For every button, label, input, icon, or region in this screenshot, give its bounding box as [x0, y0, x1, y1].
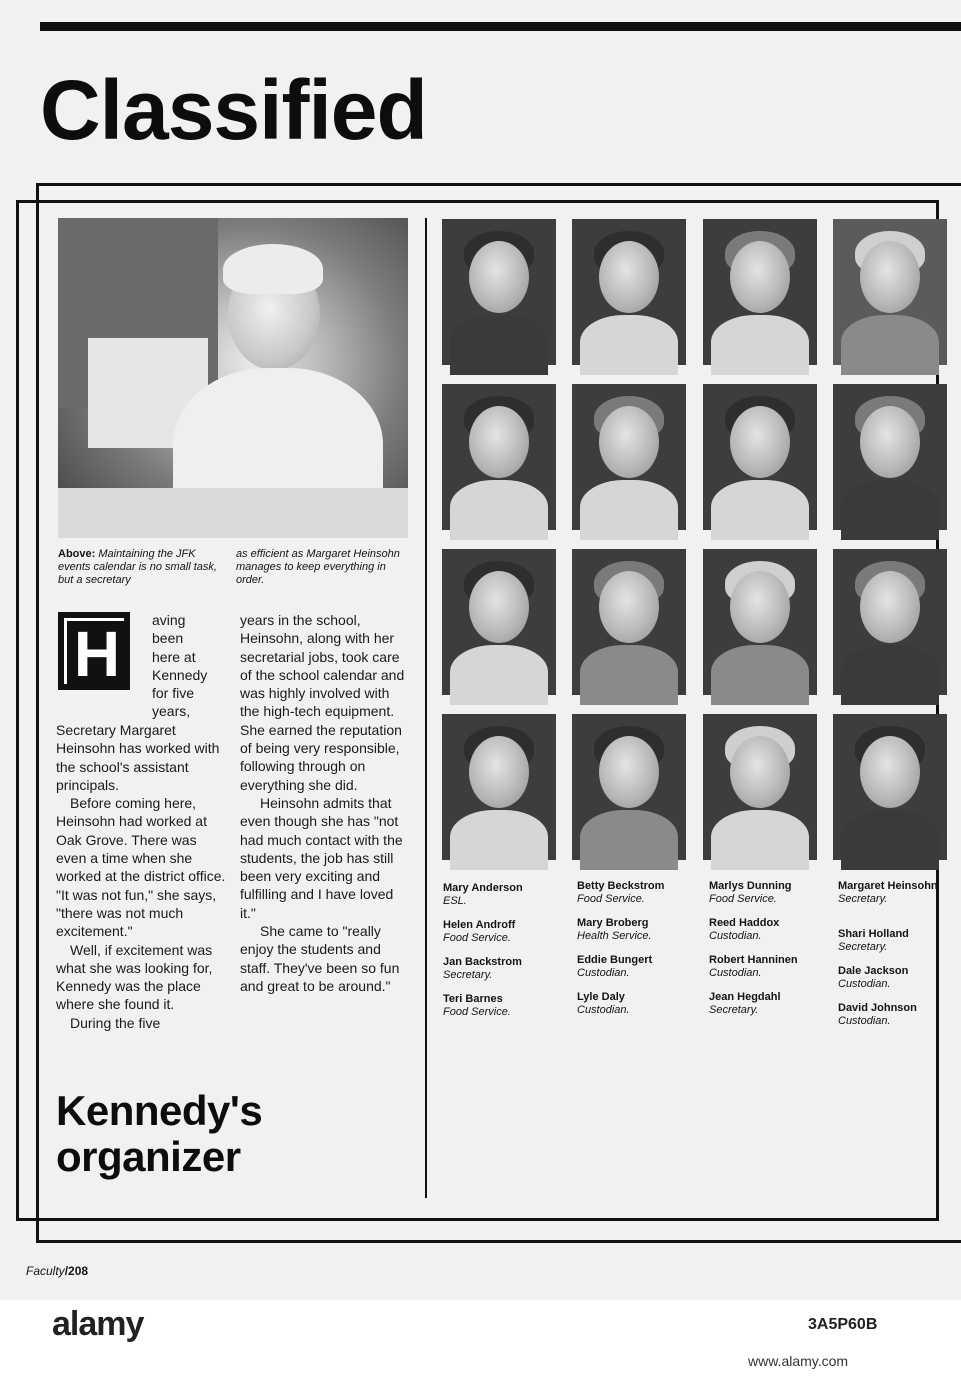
page-title: Classified [40, 63, 427, 157]
staff-name: Jan Backstrom [443, 956, 522, 968]
staff-entry [838, 965, 938, 1002]
portrait-shoulders [450, 810, 548, 870]
staff-name: Eddie Bungert [577, 954, 653, 966]
portrait-face [860, 736, 920, 808]
staff-role: Custodian. [577, 1003, 630, 1016]
staff-portrait [833, 384, 947, 530]
frame-inner-left [16, 200, 19, 1220]
staff-name: Margaret Heinsohn [838, 880, 938, 892]
staff-portrait [703, 714, 817, 860]
staff-name: Shari Holland [838, 928, 909, 940]
staff-portrait [572, 219, 686, 365]
staff-role: Food Service. [443, 1005, 511, 1018]
staff-portrait [703, 219, 817, 365]
portrait-face [730, 571, 790, 643]
portrait-shoulders [841, 480, 939, 540]
portrait-face [599, 406, 659, 478]
staff-role: Custodian. [709, 929, 762, 942]
story-intro [152, 611, 232, 721]
staff-name: Reed Haddox [709, 917, 780, 929]
intro-line: years, [152, 703, 191, 720]
staff-portrait [833, 714, 947, 860]
portrait-shoulders [450, 645, 548, 705]
staff-portrait [442, 219, 556, 365]
intro-line: aving [152, 612, 186, 628]
frame-inner-top [16, 200, 938, 203]
staff-entry [838, 928, 938, 965]
feature-photo [58, 218, 408, 538]
staff-entry [709, 880, 834, 917]
staff-entry [709, 954, 834, 991]
top-rule [40, 22, 961, 31]
staff-name: Lyle Daly [577, 991, 625, 1003]
portrait-face [860, 241, 920, 313]
portrait-face [599, 571, 659, 643]
staff-portrait [442, 714, 556, 860]
frame-outer-bottom [36, 1240, 961, 1243]
page-footer [26, 1264, 88, 1278]
staff-role: Secretary. [838, 940, 888, 953]
staff-role: Custodian. [577, 966, 630, 979]
staff-list-column-4 [838, 880, 938, 1039]
staff-name: Mary Anderson [443, 882, 523, 894]
column-divider [425, 218, 427, 1198]
story-paragraph: During the five [70, 1014, 161, 1031]
portrait-shoulders [580, 645, 678, 705]
story-paragraph: Before coming here, Heinsohn had worked at Oak Grove. There was even a time when she worked at the district office. "It was not fun," she says, "there was not much excitement." [56, 795, 226, 940]
story-paragraph: She came to "really enjoy the students and staff. They've been so fun and great to be around." [240, 923, 400, 994]
staff-entry [443, 882, 568, 919]
portrait-face [860, 406, 920, 478]
portrait-shoulders [450, 315, 548, 375]
frame-outer-top [36, 183, 961, 186]
staff-role: Secretary. [838, 892, 888, 905]
story-paragraph: Secretary Margaret Heinsohn has worked with the school's assistant principals. [56, 722, 220, 793]
image-id: 3A5P60B [808, 1316, 878, 1333]
staff-list-column-1 [443, 882, 568, 1030]
staff-entry [443, 956, 568, 993]
intro-line: for five [152, 685, 195, 702]
staff-portrait [442, 384, 556, 530]
staff-name: Mary Broberg [577, 917, 649, 929]
staff-entry [577, 991, 702, 1028]
portrait-face [469, 406, 529, 478]
staff-portrait [442, 549, 556, 695]
staff-name: Marlys Dunning [709, 880, 792, 892]
staff-role: ESL. [443, 894, 467, 907]
staff-role: Custodian. [709, 966, 762, 979]
staff-portrait [833, 219, 947, 365]
staff-portrait [572, 549, 686, 695]
staff-role: Food Service. [709, 892, 777, 905]
staff-role: Custodian. [838, 977, 891, 990]
staff-entry [577, 917, 702, 954]
story-paragraph: Heinsohn admits that even though she has "not had much contact with the students, the job has still been very exciting and fulfilling and I have loved it." [240, 794, 403, 921]
portrait-face [599, 241, 659, 313]
staff-entry [577, 880, 702, 917]
staff-portrait [572, 384, 686, 530]
caption-lead: Above: [58, 548, 96, 560]
staff-entry [443, 993, 568, 1030]
photo-desk [58, 488, 408, 538]
caption-text-1: Maintaining the JFK events calendar is no small task, but a secretary [58, 548, 217, 586]
photo-person-hair [223, 244, 323, 294]
portrait-shoulders [711, 810, 809, 870]
staff-name: Helen Androff [443, 919, 516, 931]
portrait-shoulders [841, 645, 939, 705]
staff-role: Secretary. [443, 968, 493, 981]
intro-line: here at [152, 648, 196, 665]
portrait-shoulders [580, 315, 678, 375]
intro-line: been [152, 630, 184, 647]
watermark-band [0, 1300, 961, 1390]
staff-portrait [703, 384, 817, 530]
staff-entry [577, 954, 702, 991]
staff-role: Food Service. [443, 931, 511, 944]
staff-name: Dale Jackson [838, 965, 909, 977]
frame-outer-left [36, 183, 39, 1243]
portrait-shoulders [841, 810, 939, 870]
portrait-face [469, 241, 529, 313]
staff-role: Food Service. [577, 892, 645, 905]
alamy-logo: alamy [52, 1305, 144, 1343]
footer-page-number: /208 [64, 1264, 89, 1278]
photo-caption-right [236, 548, 408, 587]
staff-name: Betty Beckstrom [577, 880, 665, 892]
staff-name: Jean Hegdahl [709, 991, 781, 1003]
staff-entry [443, 919, 568, 956]
dropcap-letter: H [67, 621, 127, 687]
staff-entry [838, 1002, 938, 1039]
staff-role: Health Service. [577, 929, 652, 942]
portrait-face [730, 736, 790, 808]
frame-inner-bottom [16, 1218, 938, 1221]
portrait-shoulders [841, 315, 939, 375]
photo-caption-left [58, 548, 228, 587]
portrait-face [599, 736, 659, 808]
site-url: www.alamy.com [748, 1353, 849, 1369]
portrait-shoulders [711, 645, 809, 705]
footer-section: Faculty [26, 1264, 65, 1278]
staff-portrait [833, 549, 947, 695]
portrait-face [730, 241, 790, 313]
story-title-line-2: organizer [56, 1133, 241, 1180]
portrait-shoulders [711, 480, 809, 540]
staff-name: Robert Hanninen [709, 954, 798, 966]
dropcap-box [58, 612, 130, 690]
story-column-2 [240, 611, 412, 995]
portrait-shoulders [711, 315, 809, 375]
staff-name: David Johnson [838, 1002, 917, 1014]
story-title-line-1: Kennedy's [56, 1087, 263, 1134]
staff-entry [709, 917, 834, 954]
portrait-face [860, 571, 920, 643]
story-paragraph: Well, if excitement was what she was looking for, Kennedy was the place where she found it. [56, 941, 213, 1013]
intro-line: Kennedy [152, 666, 208, 683]
caption-text-2: as efficient as Margaret Heinsohn manages to keep everything in order. [236, 548, 400, 586]
portrait-shoulders [450, 480, 548, 540]
staff-role: Secretary. [709, 1003, 759, 1016]
story-column-1 [56, 721, 228, 1032]
staff-list-column-2 [577, 880, 702, 1028]
portrait-face [469, 736, 529, 808]
story-paragraph: years in the school, Heinsohn, along with her secretarial jobs, took care of the school calendar and was highly involved with the high-tech equipment. She earned the reputation of being very responsible, following through on everything she did. [240, 612, 405, 793]
portrait-face [730, 406, 790, 478]
staff-role: Custodian. [838, 1014, 891, 1027]
portrait-shoulders [580, 480, 678, 540]
staff-portrait [572, 714, 686, 860]
staff-entry [709, 991, 834, 1028]
portrait-face [469, 571, 529, 643]
staff-name: Teri Barnes [443, 993, 503, 1005]
staff-portrait [703, 549, 817, 695]
portrait-shoulders [580, 810, 678, 870]
story-title [56, 1088, 262, 1180]
staff-list-column-3 [709, 880, 834, 1028]
staff-entry [838, 880, 938, 928]
